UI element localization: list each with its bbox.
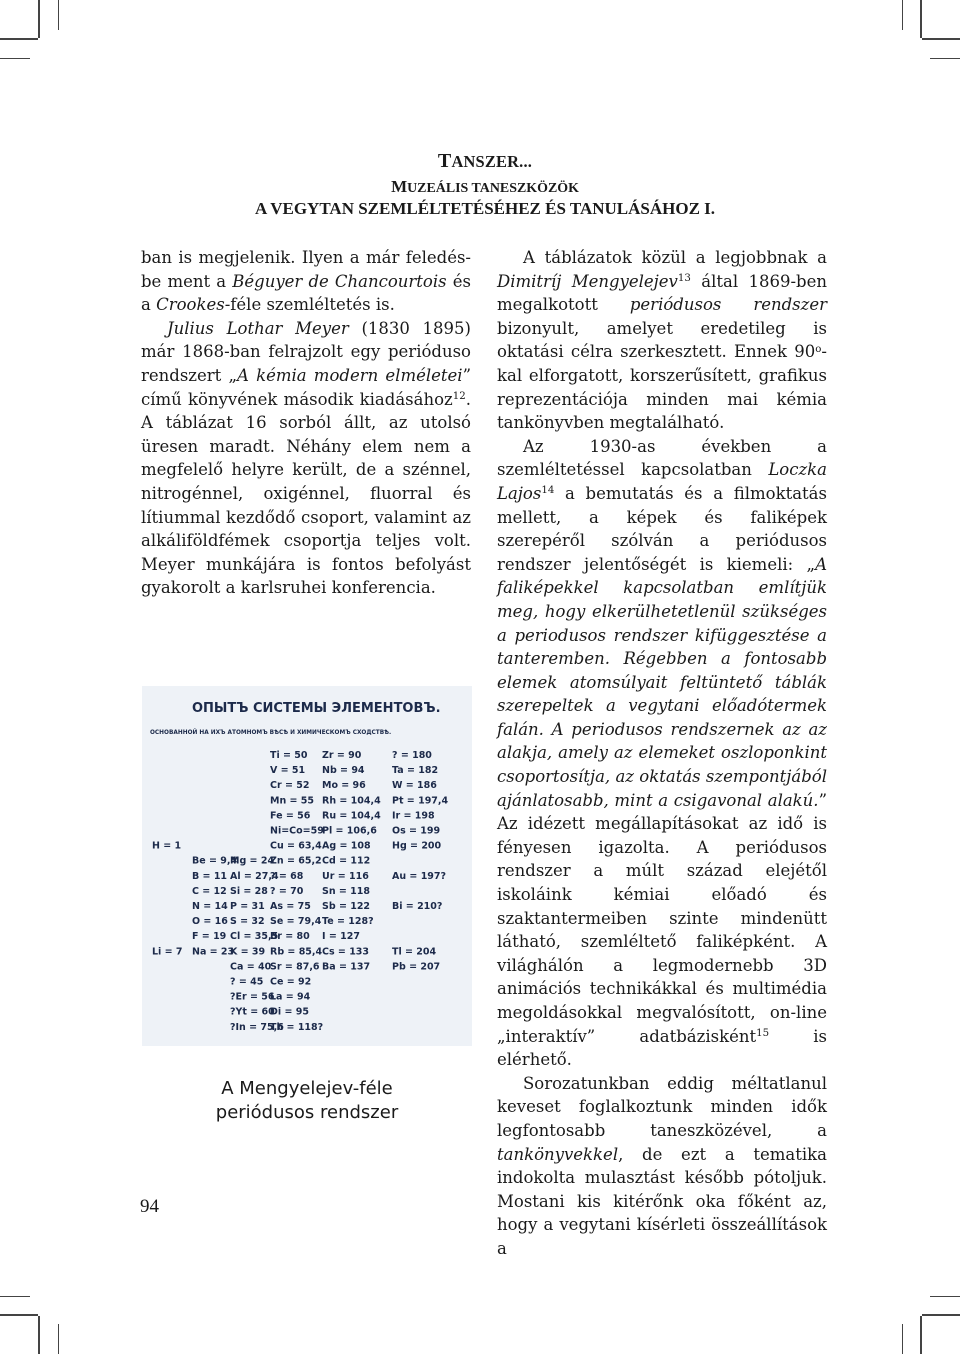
caption-line-1: A Mengyelejev-féle bbox=[221, 1078, 393, 1099]
element-cell: Cl = 35,5 bbox=[230, 931, 279, 943]
element-cell: Be = 9,4 bbox=[192, 855, 238, 867]
element-cell: ? = 180 bbox=[392, 750, 432, 761]
figure-subtitle: ОСНОВАННОЙ НА ИХЪ АТОМНОМЪ ВѢСѢ И ХИМИЧЕСКОМЪ СХОДСТВѢ. bbox=[150, 730, 392, 736]
figure-caption bbox=[142, 1077, 472, 1125]
element-cell: Cd = 112 bbox=[322, 855, 371, 867]
element-cell: Fe = 56 bbox=[270, 810, 311, 822]
element-cell: Hg = 200 bbox=[392, 840, 442, 852]
element-cell: La = 94 bbox=[270, 991, 311, 1003]
right-column bbox=[497, 246, 827, 1261]
element-cell: Cr = 52 bbox=[270, 780, 310, 792]
element-cell: Tl = 204 bbox=[392, 946, 437, 958]
left-paragraph-2: Julius Lothar Meyer (1830 1895) már 1868-ban felrajzolt egy perióduso rendszert „A kémia modern elméletei” című könyvének második kiadásához$^{12}$. A táblázat 16 sorból állt, az utolsó üresen maradt. Néhány elem nem a megfelelő helyre került, de a szénnel, nitrogénnel, oxigénnel, fluorral és lítiummal kezdődő csoport, valamint az alkáliföldfémek csoportja teljes volt. Meyer munkájára is fontos befolyást gyakorolt a karlsruhei konferencia. bbox=[141, 318, 472, 598]
right-paragraph-1: A táblázatok közül a legjobbnak a Dimitríj Mengyelejev$^{13}$ által 1869-ben megalkotott periódusos rendszer bizonyult, amelyet eredetileg is oktatási célra szerkesztett. Ennek 90$^o$-kal elforgatott, korszerűsített, grafikus reprezentációja minden mai kémia tankönyvben megtalálható. bbox=[497, 248, 828, 433]
element-cell: V = 51 bbox=[270, 765, 306, 777]
element-cell: Sr = 87,6 bbox=[270, 961, 320, 973]
element-cell: Br = 80 bbox=[270, 931, 310, 943]
element-cell: Se = 79,4 bbox=[270, 916, 322, 928]
element-cell: Ni=Co=59 bbox=[270, 825, 324, 837]
element-cell: Li = 7 bbox=[152, 946, 183, 958]
left-paragraph-1: ban is megjelenik. Ilyen a már feledés-be ment a Béguyer de Chancourtois és a Crookes-féle szemléltetés is. bbox=[141, 248, 471, 315]
element-cell: S = 32 bbox=[230, 916, 265, 928]
element-cell: Ag = 108 bbox=[322, 840, 371, 852]
element-cell: ?In = 75,6 bbox=[230, 1021, 284, 1033]
element-cell: Ti = 50 bbox=[270, 750, 308, 761]
element-cell: C = 12 bbox=[192, 885, 227, 897]
element-cell: ? = 68 bbox=[270, 870, 304, 882]
header-line-2: MUZEÁLIS TANESZKÖZÖK bbox=[391, 177, 579, 196]
element-cell: ?Er = 56 bbox=[230, 991, 275, 1003]
header-line-1: TANSZER... bbox=[437, 150, 533, 172]
element-cell: ? = 45 bbox=[230, 976, 264, 988]
element-cell: N = 14 bbox=[192, 901, 228, 912]
element-cell: Ca = 40 bbox=[230, 961, 272, 973]
element-cell: ? = 70 bbox=[270, 885, 304, 897]
figure-title: ОПЫТЪ СИСТЕМЫ ЭЛЕМЕНТОВЪ. bbox=[192, 701, 441, 716]
element-cell: Pb = 207 bbox=[392, 961, 441, 973]
element-cell: B = 11 bbox=[192, 870, 228, 882]
element-cell: K = 39 bbox=[230, 946, 266, 958]
header-line-3: A VEGYTAN SZEMLÉLTETÉSÉHEZ ÉS TANULÁSÁHOZ I. bbox=[254, 199, 716, 218]
element-cell: Al = 27,4 bbox=[230, 870, 279, 882]
element-cell: Ur = 116 bbox=[322, 870, 369, 882]
element-cell: Pt = 197,4 bbox=[392, 795, 449, 807]
element-cell: Cs = 133 bbox=[322, 946, 370, 958]
element-cell: H = 1 bbox=[152, 840, 182, 852]
element-cell: Cu = 63,4 bbox=[270, 840, 322, 852]
element-cell: Ba = 137 bbox=[322, 961, 371, 973]
element-cell: Te = 128? bbox=[322, 916, 374, 928]
element-cell: Th = 118? bbox=[270, 1021, 324, 1033]
element-cell: W = 186 bbox=[392, 780, 437, 792]
running-header bbox=[140, 150, 830, 219]
element-cell: F = 19 bbox=[192, 931, 227, 943]
element-cell: I = 127 bbox=[322, 931, 360, 943]
element-cell: Si = 28 bbox=[230, 885, 268, 897]
element-cell: Rb = 85,4 bbox=[270, 946, 323, 958]
element-cell: Ir = 198 bbox=[392, 810, 435, 822]
element-cell: Mg = 24 bbox=[230, 855, 275, 867]
left-column bbox=[141, 246, 471, 600]
periodic-table-figure bbox=[142, 686, 472, 1046]
element-cell: Ru = 104,4 bbox=[322, 810, 381, 822]
element-cell: Zr = 90 bbox=[322, 750, 362, 761]
element-cell: Nb = 94 bbox=[322, 765, 365, 777]
element-cell: O = 16 bbox=[192, 916, 228, 928]
element-cell: Mn = 55 bbox=[270, 795, 315, 807]
caption-line-2: periódusos rendszer bbox=[215, 1102, 399, 1123]
element-cell: Sb = 122 bbox=[322, 901, 371, 912]
element-cell: P = 31 bbox=[230, 901, 265, 912]
element-cell: Ta = 182 bbox=[392, 765, 439, 777]
right-paragraph-3: Sorozatunkban eddig méltatlanul keveset foglalkoztunk minden idők legfontosabb taneszközével, a tankönyvekkel, de ezt a tematika indokolta mulasztást később pótoljuk. Mostani kis kitérőnk oka főként az, hogy a vegytani kísérleti összeállítások a bbox=[497, 1073, 827, 1258]
element-cell: Zn = 65,2 bbox=[270, 855, 322, 867]
element-cell: Na = 23 bbox=[192, 946, 235, 958]
page-number: 94 bbox=[140, 1196, 159, 1217]
element-cell: Rh = 104,4 bbox=[322, 795, 381, 807]
element-cell: ?Yt = 60 bbox=[230, 1006, 275, 1018]
element-cell: Pl = 106,6 bbox=[322, 825, 377, 837]
right-paragraph-2: Az 1930-as években a szemléltetéssel kapcsolatban Loczka Lajos$^{14}$ a bemutatás és a filmoktatás mellett, a képek és faliképek szerepéről szólván a periódusos rendszer jelentőségét is kiemeli: „A faliképekkel kapcsolatban említjük meg, hogy elkerülhetetlenül szükséges a periodusos rendszer kifüggesztése a tanteremben. Régebben a fontosabb elemek atomsúlyait feltüntető táblák szerepeltek a vegytani előadótermek falán. A periodusos rendszernek az az alakja, amely az elemeket oszloponkint csoportosítja, az oktatás szempontjából ajánlatosabb, mint a csigavonal alakú.” Az idézett megállapításokat az idő is fényesen igazolta. A periódusos rendszer a múlt század elejétől iskoláink kémiai előadó és szaktantermeiben szinte mindenütt látható, szemléltető faliképként. A világhálón a legmodernebb 3D animációs technikákkal és multimédia megoldásokkal megvalósított, on-line „interaktív” adatbázisként$^{15}$ is elérhető. bbox=[497, 436, 827, 1070]
periodic-table-image bbox=[142, 686, 472, 1046]
element-cell: Bi = 210? bbox=[392, 901, 443, 912]
element-cell: Os = 199 bbox=[392, 825, 441, 837]
element-cell: Di = 95 bbox=[270, 1006, 309, 1018]
element-cell: Sn = 118 bbox=[322, 885, 371, 897]
element-cell: Mo = 96 bbox=[322, 780, 366, 792]
element-cell: As = 75 bbox=[270, 901, 311, 912]
element-cell: Ce = 92 bbox=[270, 976, 312, 988]
element-cell: Au = 197? bbox=[392, 870, 447, 882]
